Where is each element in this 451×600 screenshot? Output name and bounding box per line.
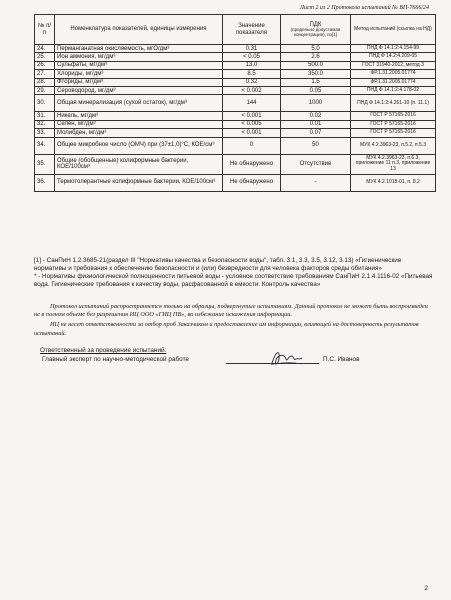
row-number: 35. <box>35 154 55 174</box>
pdk-title: ПДК <box>309 21 322 28</box>
test-method: МУК 4.2.1018-01, п. 8.2 <box>351 174 436 191</box>
indicator-name: Термотолерантные колиформные бактерии, КОЕ/100см³ <box>55 174 223 191</box>
page-header: Лист 2 из 2 Протокола испытаний № ВП-7666/24 <box>299 5 429 11</box>
row-number: 31. <box>35 112 55 120</box>
indicator-name: Никель, мг/дм³ <box>55 112 223 120</box>
indicator-name: Хлориды, мг/дм³ <box>55 70 223 78</box>
indicator-value: < 0.001 <box>223 112 281 120</box>
indicator-value: < 0.001 <box>223 129 281 137</box>
indicator-value: 0.32 <box>223 78 281 86</box>
indicator-pdk: 0.02 <box>281 112 351 120</box>
signature-title: Ответственный за проведение испытаний: <box>40 347 167 354</box>
indicator-pdk: 0.07 <box>281 129 351 137</box>
indicator-pdk: 1.5 <box>281 78 351 86</box>
column-header-method: Метод испытаний (ссылка на НД) <box>351 15 436 45</box>
indicator-value: Не обнаружено <box>223 174 281 191</box>
indicator-value: 8.5 <box>223 70 281 78</box>
test-method: ПНД Ф 14.2:4.209-05 <box>351 53 436 61</box>
row-number: 28. <box>35 78 55 86</box>
indicator-value: < 0.002 <box>223 86 281 94</box>
indicator-name: Общая минерализация (сухой остаток), мг/дм³ <box>55 95 223 112</box>
pdk-subtitle: (предельно допустимая концентрация), по[1] <box>290 26 341 37</box>
row-number: 32. <box>35 120 55 128</box>
test-method: ГОСТ Р 57165-2016 <box>351 112 436 120</box>
footnote-physiological: * - Нормативы физиологической полноценности питьевой воды - условное соответствие требованиям СанПиН 2.1.4.1116-02 «Питьевая вода. Гигиенические требования к качеству воды, расфасованной в емкости. Контроль качества» <box>34 273 433 289</box>
indicator-value: 13.0 <box>223 61 281 69</box>
table-row <box>35 86 436 94</box>
indicator-name: Ион аммония, мг/дм³ <box>55 53 223 61</box>
table-row <box>35 174 436 191</box>
column-header-name: Номенклатура показателей, единицы измерения <box>55 15 223 45</box>
test-method: ПНД Ф 14.1:2:4.154-99 <box>351 45 436 53</box>
table-row <box>35 112 436 120</box>
indicator-pdk: 5.0 <box>281 45 351 53</box>
handwritten-signature <box>268 347 304 369</box>
indicator-pdk: - <box>281 174 351 191</box>
indicator-name: Селен, мг/дм³ <box>55 120 223 128</box>
indicator-value: < 0.005 <box>223 120 281 128</box>
indicator-name: Перманганатная окисляемость, мгО/дм³ <box>55 45 223 53</box>
table-row <box>35 137 436 154</box>
test-method: ФР.1.31.2005.01774 <box>351 78 436 86</box>
row-number: 29. <box>35 86 55 94</box>
row-number: 34. <box>35 137 55 154</box>
footnote-sanpin: [1] - СанПиН 1.2.3685-21(раздел III "Нормативы качества и безопасности воды", табл. 3.1, 3.3, 3.5, 3.12, 3.13) «Гигиенические нормативы и требования к обеспечению безопасности и (или) безвредности для человека факторов среды обитания» <box>34 257 402 273</box>
row-number: 36. <box>35 174 55 191</box>
disclaimer-paragraph-2: ИЦ не несет ответственности за отбор проб Заказчиком и предоставление им информации, влияющей на достоверность результатов испытаний. <box>34 321 419 337</box>
table-row <box>35 78 436 86</box>
table-row <box>35 70 436 78</box>
table-row <box>35 61 436 69</box>
column-header-value: Значение показателя <box>223 15 281 45</box>
table-row <box>35 95 436 112</box>
row-number: 25. <box>35 53 55 61</box>
table-row <box>35 154 436 174</box>
column-header-num: № п/п <box>35 15 55 45</box>
indicator-pdk: Отсутствие <box>281 154 351 174</box>
test-method: МУК 4.2.3963-23, п.5.2, п.5.3 <box>351 137 436 154</box>
indicator-pdk: 50 <box>281 137 351 154</box>
indicator-name: Молибден, мг/дм³ <box>55 129 223 137</box>
indicator-name: Сероводород, мг/дм³ <box>55 86 223 94</box>
indicator-name: Фториды, мг/дм³ <box>55 78 223 86</box>
table-row <box>35 45 436 53</box>
column-header-pdk <box>281 15 351 45</box>
indicator-name: Общее микробное число (ОМЧ) при (37±1,0)°С, КОЕ/см³ <box>55 137 223 154</box>
row-number: 26. <box>35 61 55 69</box>
signature-block <box>40 347 440 363</box>
row-number: 24. <box>35 45 55 53</box>
results-table <box>34 14 436 192</box>
row-number: 27. <box>35 70 55 78</box>
indicator-name: Сульфаты, мг/дм³ <box>55 61 223 69</box>
indicator-value: < 0.05 <box>223 53 281 61</box>
indicator-pdk: 0.05 <box>281 86 351 94</box>
test-method: ГОСТ 31940-2012, метод 3 <box>351 61 436 69</box>
table-header-row <box>35 15 436 45</box>
table-row <box>35 53 436 61</box>
test-method: ПНД Ф 14.1:2:4.178-02 <box>351 86 436 94</box>
page-number: 2 <box>424 585 428 592</box>
indicator-value: 0.31 <box>223 45 281 53</box>
protocol-disclaimer <box>34 303 434 340</box>
row-number: 30. <box>35 95 55 112</box>
signatory-name: П.С. Иванов <box>323 356 360 363</box>
indicator-pdk: 2.6 <box>281 53 351 61</box>
table-row <box>35 120 436 128</box>
indicator-name: Общие (обобщенные) колиформные бактерии, КОЕ/100см³ <box>55 154 223 174</box>
indicator-pdk: 500.0 <box>281 61 351 69</box>
test-method: ГОСТ Р 57165-2016 <box>351 129 436 137</box>
indicator-value: 0 <box>223 137 281 154</box>
test-method: ПНД Ф 14.1:2:4.261-10 (п. 11.1) <box>351 95 436 112</box>
table-row <box>35 129 436 137</box>
row-number: 33. <box>35 129 55 137</box>
indicator-value: 144 <box>223 95 281 112</box>
signature-role: Главный эксперт по научно-методической работе <box>42 356 189 363</box>
disclaimer-paragraph-1: Протокол испытаний распространяется только на образцы, подвергнутые испытаниям. Данный протокол не может быть воспроизведен не в полном объеме без разрешения ИЦ ООО «ГИЦ ПВ», во избежание искажения информации. <box>34 303 428 319</box>
indicator-pdk: 350.0 <box>281 70 351 78</box>
indicator-pdk: 0.01 <box>281 120 351 128</box>
indicator-value: Не обнаружено <box>223 154 281 174</box>
test-method: ГОСТ Р 57165-2016 <box>351 120 436 128</box>
indicator-pdk: 1000 <box>281 95 351 112</box>
test-method: МУК 4.2.3963-23, п.6.3, приложение 11 п.3, приложение 13 <box>351 154 436 174</box>
footnotes <box>34 257 434 289</box>
test-method: ФР.1.31.2005.01774 <box>351 70 436 78</box>
